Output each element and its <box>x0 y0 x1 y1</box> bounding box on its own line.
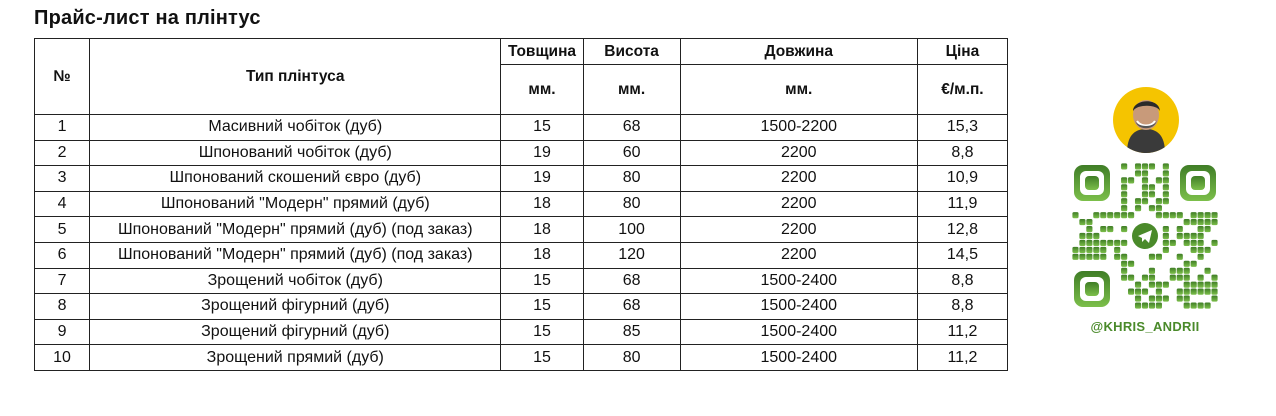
cell-type: Зрощений фігурний (дуб) <box>90 294 501 320</box>
table-header-row <box>35 39 1008 65</box>
cell-price: 12,8 <box>917 217 1007 243</box>
cell-length: 2200 <box>680 140 917 166</box>
header-no: № <box>35 39 90 115</box>
cell-height: 68 <box>583 268 680 294</box>
cell-no: 7 <box>35 268 90 294</box>
avatar <box>1113 87 1179 153</box>
cell-height: 68 <box>583 115 680 141</box>
header-type: Тип плінтуса <box>90 39 501 115</box>
cell-length: 1500-2400 <box>680 345 917 371</box>
cell-length: 1500-2400 <box>680 319 917 345</box>
table-row <box>35 115 1008 141</box>
cell-type: Зрощений фігурний (дуб) <box>90 319 501 345</box>
table-row <box>35 345 1008 371</box>
table-row <box>35 268 1008 294</box>
table-body <box>35 115 1008 371</box>
cell-type: Шпонований чобіток (дуб) <box>90 140 501 166</box>
cell-type: Шпонований "Модерн" прямий (дуб) (под заказ) <box>90 242 501 268</box>
header-length: Довжина <box>680 39 917 65</box>
cell-height: 68 <box>583 294 680 320</box>
cell-thickness: 15 <box>501 115 583 141</box>
cell-type: Шпонований скошений євро (дуб) <box>90 166 501 192</box>
cell-height: 120 <box>583 242 680 268</box>
cell-length: 1500-2400 <box>680 294 917 320</box>
qr-code-icon[interactable] <box>1072 163 1218 309</box>
cell-thickness: 18 <box>501 191 583 217</box>
cell-length: 1500-2400 <box>680 268 917 294</box>
cell-no: 5 <box>35 217 90 243</box>
header-height: Висота <box>583 39 680 65</box>
cell-height: 80 <box>583 345 680 371</box>
cell-length: 1500-2200 <box>680 115 917 141</box>
cell-no: 1 <box>35 115 90 141</box>
price-table <box>34 38 1008 371</box>
cell-thickness: 15 <box>501 319 583 345</box>
cell-no: 10 <box>35 345 90 371</box>
cell-price: 8,8 <box>917 140 1007 166</box>
cell-price: 14,5 <box>917 242 1007 268</box>
page-title: Прайс-лист на плінтус <box>34 7 261 29</box>
table-row <box>35 166 1008 192</box>
cell-type: Шпонований "Модерн" прямий (дуб) <box>90 191 501 217</box>
cell-thickness: 18 <box>501 242 583 268</box>
cell-height: 80 <box>583 166 680 192</box>
person-avatar-icon <box>1113 87 1179 153</box>
cell-no: 3 <box>35 166 90 192</box>
unit-height: мм. <box>583 65 680 115</box>
cell-length: 2200 <box>680 217 917 243</box>
cell-height: 60 <box>583 140 680 166</box>
table-row <box>35 191 1008 217</box>
cell-length: 2200 <box>680 166 917 192</box>
cell-no: 2 <box>35 140 90 166</box>
table-row <box>35 319 1008 345</box>
cell-length: 2200 <box>680 191 917 217</box>
cell-thickness: 18 <box>501 217 583 243</box>
cell-height: 100 <box>583 217 680 243</box>
qr-card <box>1065 83 1225 343</box>
cell-type: Зрощений чобіток (дуб) <box>90 268 501 294</box>
cell-price: 8,8 <box>917 294 1007 320</box>
cell-price: 11,2 <box>917 345 1007 371</box>
cell-length: 2200 <box>680 242 917 268</box>
cell-no: 4 <box>35 191 90 217</box>
unit-price: €/м.п. <box>917 65 1007 115</box>
cell-thickness: 15 <box>501 345 583 371</box>
cell-price: 11,2 <box>917 319 1007 345</box>
header-price: Ціна <box>917 39 1007 65</box>
table-row <box>35 217 1008 243</box>
cell-height: 85 <box>583 319 680 345</box>
instagram-handle[interactable]: @KHRIS_ANDRII <box>1090 319 1200 334</box>
cell-price: 10,9 <box>917 166 1007 192</box>
cell-type: Зрощений прямий (дуб) <box>90 345 501 371</box>
table-row <box>35 242 1008 268</box>
table-row <box>35 294 1008 320</box>
cell-no: 6 <box>35 242 90 268</box>
cell-price: 15,3 <box>917 115 1007 141</box>
cell-height: 80 <box>583 191 680 217</box>
cell-no: 9 <box>35 319 90 345</box>
unit-thickness: мм. <box>501 65 583 115</box>
cell-thickness: 19 <box>501 140 583 166</box>
cell-price: 8,8 <box>917 268 1007 294</box>
cell-thickness: 15 <box>501 294 583 320</box>
cell-type: Шпонований "Модерн" прямий (дуб) (под заказ) <box>90 217 501 243</box>
cell-price: 11,9 <box>917 191 1007 217</box>
cell-no: 8 <box>35 294 90 320</box>
table-row <box>35 140 1008 166</box>
unit-length: мм. <box>680 65 917 115</box>
cell-thickness: 15 <box>501 268 583 294</box>
cell-type: Масивний чобіток (дуб) <box>90 115 501 141</box>
header-thickness: Товщина <box>501 39 583 65</box>
cell-thickness: 19 <box>501 166 583 192</box>
